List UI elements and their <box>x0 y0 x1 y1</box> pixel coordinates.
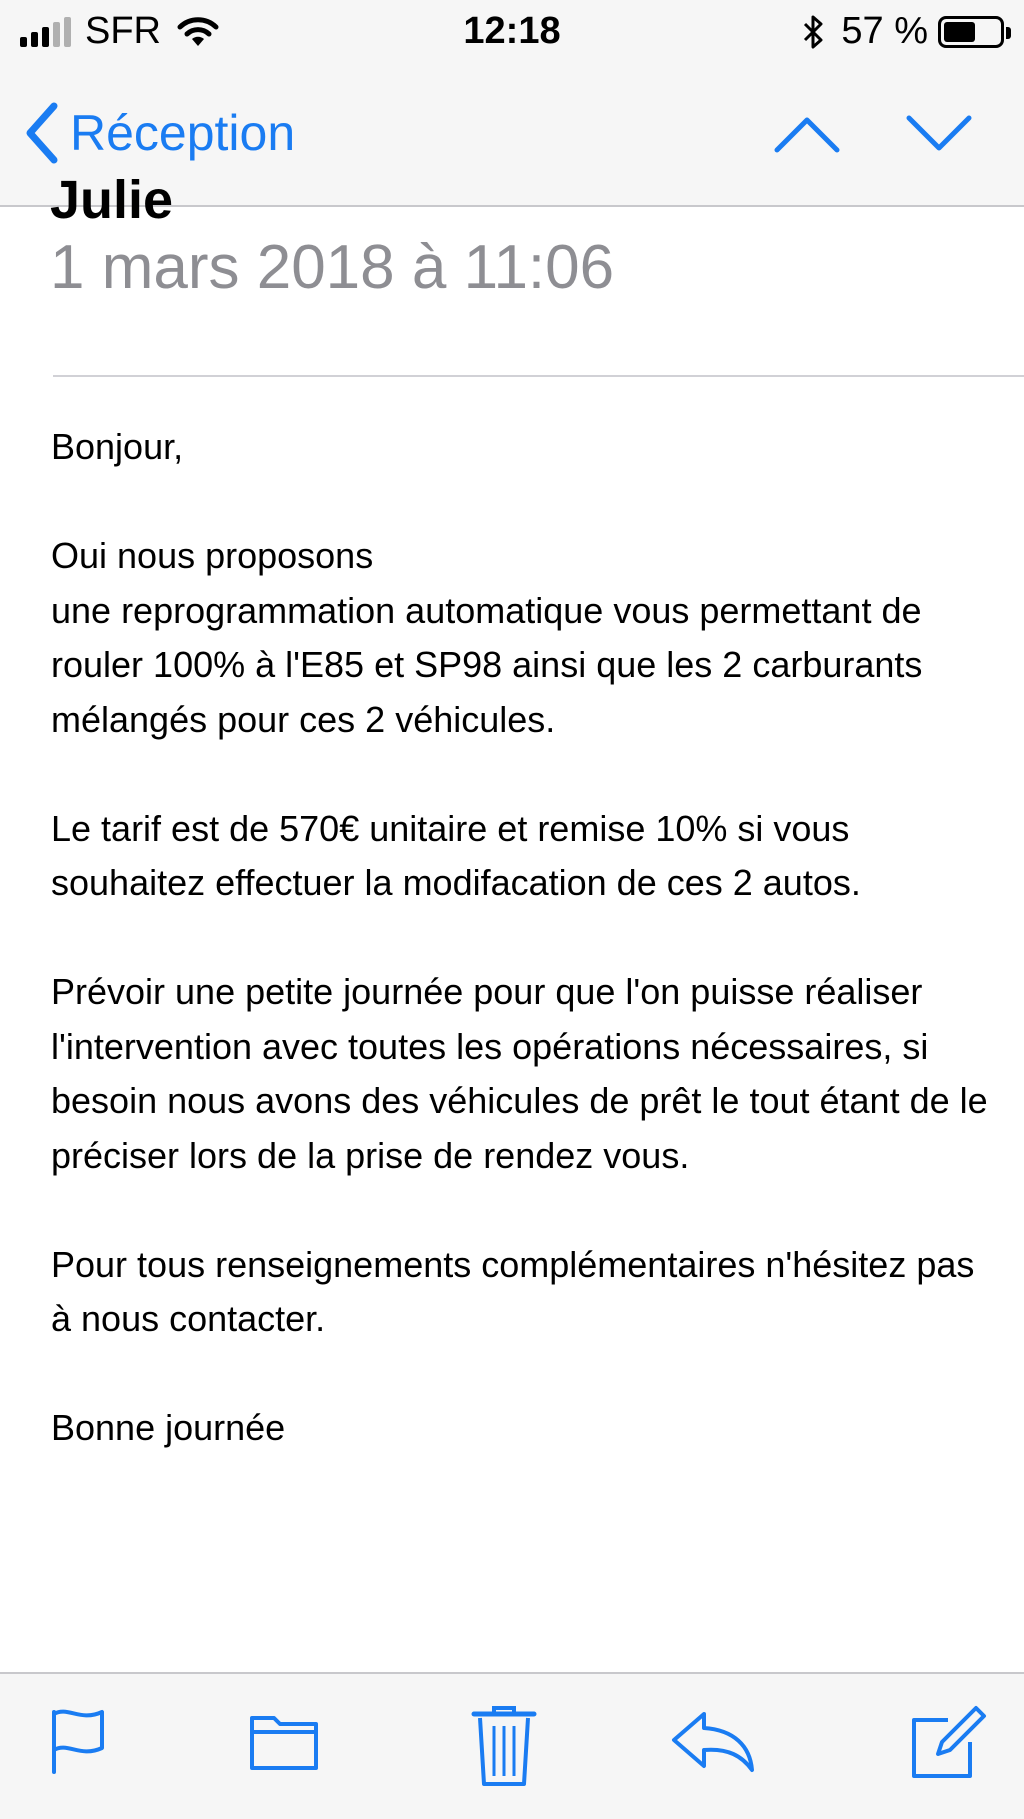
battery-percent: 57 % <box>841 10 928 52</box>
next-message-button[interactable] <box>905 114 973 159</box>
battery-icon <box>938 16 1004 48</box>
flag-button[interactable] <box>46 1704 110 1781</box>
reply-icon <box>670 1704 756 1776</box>
flag-icon <box>46 1704 110 1776</box>
bottom-toolbar <box>0 1672 1024 1819</box>
battery-level <box>944 22 975 42</box>
status-bar <box>0 0 1024 66</box>
message-content[interactable] <box>0 170 1024 1672</box>
folder-icon <box>248 1704 320 1776</box>
body-paragraph-schedule: Prévoir une petite journée pour que l'on puisse réaliser l'intervention avec toutes les opérations nécessaires, si besoin nous avons des véhicules de prêt le tout étant de le préciser lors de la prise de rendez vous. <box>51 971 988 1176</box>
message-header-fragment: Julie <box>50 170 174 230</box>
chevron-left-icon <box>24 102 60 164</box>
carrier-name: SFR <box>85 10 161 52</box>
body-paragraph-closing: Bonne journée <box>51 1407 286 1448</box>
trash-icon <box>470 1704 538 1788</box>
header-divider <box>53 375 1024 377</box>
chevron-down-icon <box>905 114 973 154</box>
back-button-label: Réception <box>70 105 296 161</box>
body-paragraph-price: Le tarif est de 570€ unitaire et remise 10% si vous souhaitez effectuer la modifacation de ces 2 autos. <box>51 807 861 903</box>
message-body <box>51 420 1001 1456</box>
bluetooth-icon <box>801 14 827 50</box>
reply-button[interactable] <box>670 1704 756 1781</box>
back-button[interactable] <box>24 102 295 164</box>
delete-button[interactable] <box>470 1704 538 1793</box>
body-paragraph-contact: Pour tous renseignements complémentaires n'hésitez pas à nous contacter. <box>51 1243 975 1339</box>
compose-button[interactable] <box>908 1704 988 1785</box>
body-paragraph-greeting: Bonjour, <box>51 426 184 467</box>
compose-icon <box>908 1704 988 1780</box>
status-time: 12:18 <box>463 10 561 52</box>
status-right <box>801 10 1004 53</box>
message-date: 1 mars 2018 à 11:06 <box>50 233 615 302</box>
body-paragraph-offer: Oui nous proposons une reprogrammation automatique vous permettant de rouler 100% à l'E85 et SP98 ainsi que les 2 carburants mélangés pour ces 2 véhicules. <box>51 535 923 740</box>
move-to-folder-button[interactable] <box>248 1704 320 1781</box>
chevron-up-icon <box>773 114 841 154</box>
previous-message-button[interactable] <box>773 114 841 159</box>
